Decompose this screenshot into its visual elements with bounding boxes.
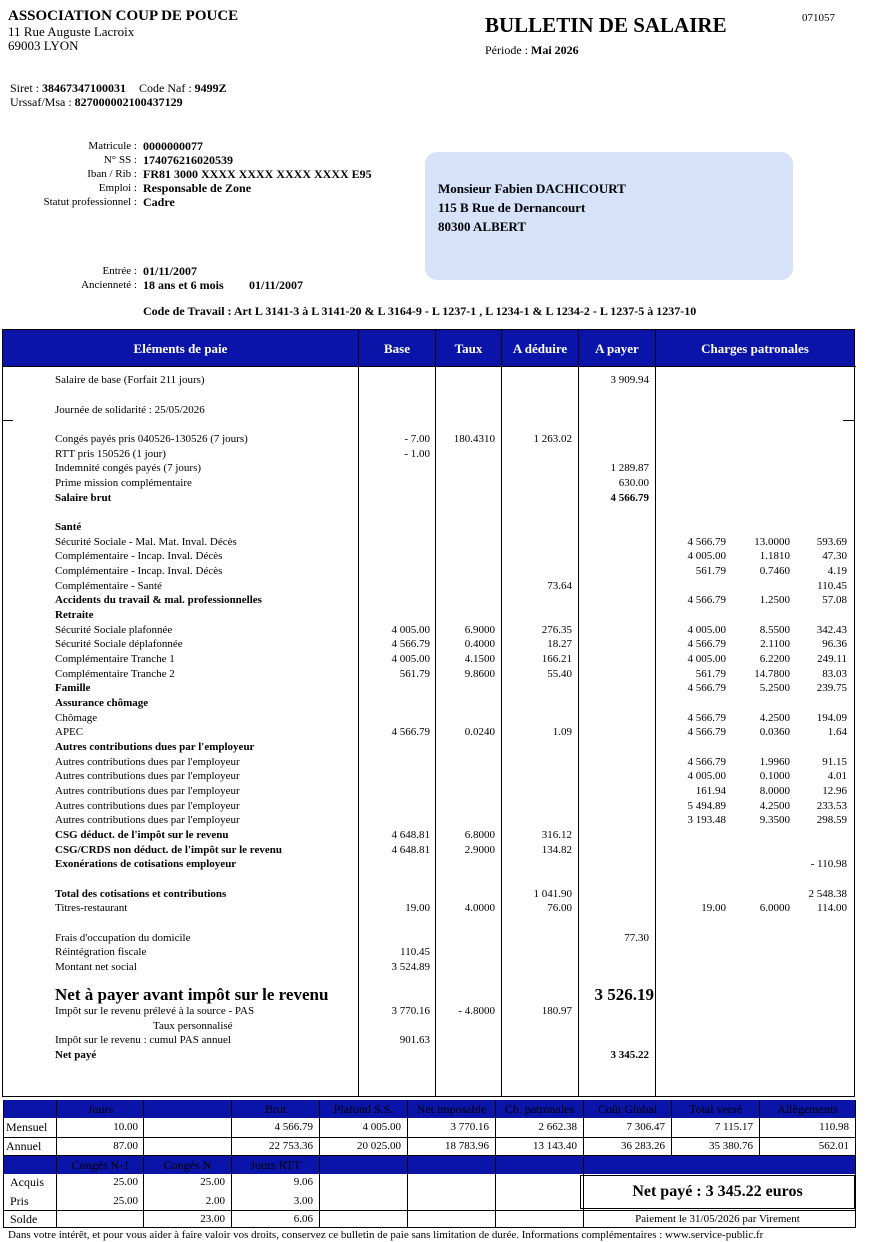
summary-row-label: Annuel: [6, 1139, 42, 1153]
row-ctaux-cell: 5.2500: [759, 682, 790, 694]
row-cbase-cell: 4 566.79: [687, 726, 726, 738]
row-base-cell: 4 648.81: [391, 844, 430, 856]
row-cbase-cell: 4 566.79: [687, 682, 726, 694]
row-ded-cell: 166.21: [541, 653, 572, 665]
row-label: Sécurité Sociale plafonnée: [55, 624, 173, 636]
net-paye-value: 3 345.22: [610, 1049, 649, 1061]
summary-mensuel-cell: 7 306.47: [626, 1121, 665, 1133]
row-label: Chômage: [55, 712, 98, 724]
conges-pris-cell: 2.00: [205, 1195, 225, 1207]
summary-header-cell: Jours: [87, 1102, 114, 1116]
row-label: Exonérations de cotisations employeur: [55, 858, 237, 870]
anciennete-date: 01/11/2007: [249, 278, 304, 292]
row-cmont-cell: 96.36: [822, 638, 847, 650]
cumul-pas-label: Impôt sur le revenu : cumul PAS annuel: [55, 1034, 231, 1046]
conges-pris-cell: 25.00: [113, 1195, 138, 1207]
naf-label: Code Naf :: [139, 81, 192, 95]
row-ctaux-cell: 1.9960: [759, 756, 790, 768]
row-ded-cell: 134.82: [541, 844, 572, 856]
summary-mensuel-cell: 2 662.38: [538, 1121, 577, 1133]
entree-value: 01/11/2007: [143, 264, 198, 278]
row-label: Prime mission complémentaire: [55, 477, 192, 489]
period-value: Mai 2026: [531, 43, 579, 57]
row-cmont-cell: 12.96: [822, 785, 847, 797]
row-ctaux-cell: 6.0000: [759, 902, 790, 914]
row-cmont-cell: 233.53: [816, 800, 847, 812]
row-cmont-cell: 342.43: [816, 624, 847, 636]
row-ctaux-cell: 13.0000: [754, 536, 790, 548]
document-title: BULLETIN DE SALAIRE: [485, 13, 727, 37]
row-cbase-cell: 4 566.79: [687, 536, 726, 548]
row-cmont-cell: 4.19: [827, 565, 847, 577]
anciennete-label: Ancienneté :: [81, 279, 137, 291]
row-pay-cell: 630.00: [618, 477, 649, 489]
urssaf-line: [10, 95, 183, 110]
document-number: 071057: [802, 12, 835, 24]
summary-header-cell: Allègements: [777, 1102, 838, 1116]
summary-annuel-cell: 35 380.76: [709, 1140, 753, 1152]
row-cbase-cell: 561.79: [695, 668, 726, 680]
row-cbase-cell: 4 566.79: [687, 638, 726, 650]
row-label: Titres-restaurant: [55, 902, 128, 914]
row-pay-cell: 4 566.79: [610, 492, 649, 504]
summary-mensuel-cell: 4 005.00: [362, 1121, 401, 1133]
summary-header-cell: Coût Global: [598, 1102, 657, 1116]
row-ded-cell: 276.35: [541, 624, 572, 636]
row-label: Autres contributions dues par l'employeur: [55, 741, 255, 753]
row-label: Congés payés pris 040526-130526 (7 jours): [55, 433, 248, 445]
row-taux-cell: 2.9000: [464, 844, 495, 856]
row-ctaux-cell: 0.0360: [759, 726, 790, 738]
row-cbase-cell: 4 566.79: [687, 712, 726, 724]
row-label: Assurance chômage: [55, 697, 149, 709]
conges-pris-cell: 3.00: [293, 1195, 313, 1207]
row-label: Montant net social: [55, 961, 137, 973]
matricule-label: Matricule :: [88, 140, 137, 152]
conges-row-label: Solde: [10, 1212, 38, 1226]
ss-value: 174076216020539: [143, 153, 233, 167]
row-ctaux-cell: 0.1000: [759, 770, 790, 782]
summary-annuel-cell: 20 025.00: [357, 1140, 401, 1152]
row-pay-cell: 3 909.94: [610, 374, 649, 386]
recipient-city: 80300 ALBERT: [438, 219, 527, 234]
row-base-cell: 4 566.79: [391, 638, 430, 650]
row-label: Total des cotisations et contributions: [55, 888, 227, 900]
row-cbase-cell: 161.94: [695, 785, 726, 797]
row-ctaux-cell: 8.5500: [759, 624, 790, 636]
row-taux-cell: 6.8000: [464, 829, 495, 841]
row-cbase-cell: 561.79: [695, 565, 726, 577]
matricule-value: 0000000077: [143, 139, 203, 153]
row-ctaux-cell: 0.7460: [759, 565, 790, 577]
row-ctaux-cell: 4.2500: [759, 800, 790, 812]
statut-value: Cadre: [143, 195, 175, 209]
company-address-line1: 11 Rue Auguste Lacroix: [8, 24, 135, 39]
header-taux: Taux: [454, 341, 483, 356]
footer-note: Dans votre intérêt, et pour vous aider à faire valoir vos droits, conservez ce bulletin de paie sans limitation de durée. Informations complémentaires : www.service-public.fr: [8, 1229, 764, 1241]
row-ctaux-cell: 2.1100: [760, 638, 790, 650]
summary-mensuel-cell: 4 566.79: [274, 1121, 313, 1133]
summary-mensuel-cell: 7 115.17: [714, 1121, 753, 1133]
summary-header-cell: Ch. patronales: [504, 1102, 575, 1116]
row-taux-cell: 0.0240: [464, 726, 495, 738]
row-label: Complémentaire - Incap. Inval. Décès: [55, 565, 223, 577]
row-label: Journée de solidarité : 25/05/2026: [55, 404, 205, 416]
code-travail: Code de Travail : Art L 3141-3 à L 3141-20 & L 3164-9 - L 1237-1 , L 1234-1 & L 1234-2 - L 1237-5 à 1237-10: [143, 304, 697, 318]
row-ctaux-cell: 9.3500: [759, 814, 790, 826]
row-label: Sécurité Sociale - Mal. Mat. Inval. Décès: [55, 536, 237, 548]
row-label: Complémentaire Tranche 1: [55, 653, 175, 665]
row-taux-cell: 0.4000: [464, 638, 495, 650]
row-base-cell: 561.79: [399, 668, 430, 680]
company-address-line2: 69003 LYON: [8, 38, 79, 53]
summary-annuel-cell: 13 143.40: [533, 1140, 577, 1152]
row-label: Autres contributions dues par l'employeur: [55, 756, 240, 768]
row-cmont-cell: 110.45: [817, 580, 847, 592]
emploi-label: Emploi :: [98, 182, 137, 194]
summary-annuel-cell: 87.00: [113, 1140, 138, 1152]
row-cmont-cell: - 110.98: [810, 858, 847, 870]
row-ded-cell: 73.64: [547, 580, 572, 592]
row-label: Salaire brut: [55, 492, 112, 504]
row-cmont-cell: 4.01: [827, 770, 847, 782]
conges-header-cell: Congés N: [163, 1158, 212, 1172]
summary-header-cell: Total versé: [689, 1102, 742, 1116]
conges-solde-cell: 23.00: [200, 1213, 225, 1225]
payment-note: Paiement le 31/05/2026 par Virement: [635, 1213, 800, 1225]
urssaf-label: Urssaf/Msa :: [10, 95, 72, 109]
row-ded-cell: 1 041.90: [533, 888, 572, 900]
row-cbase-cell: 4 005.00: [687, 550, 726, 562]
row-taux-cell: 6.9000: [464, 624, 495, 636]
iban-value: FR81 3000 XXXX XXXX XXXX XXXX E95: [143, 167, 372, 181]
row-ctaux-cell: 8.0000: [759, 785, 790, 797]
row-ded-cell: 18.27: [547, 638, 572, 650]
row-ded-cell: 1 263.02: [533, 433, 572, 445]
row-base-cell: 110.45: [400, 946, 430, 958]
company-name: ASSOCIATION COUP DE POUCE: [8, 8, 239, 24]
header-a-payer: A payer: [595, 341, 639, 356]
row-label: CSG déduct. de l'impôt sur le revenu: [55, 829, 229, 841]
header-elements: Eléments de paie: [133, 341, 228, 356]
net-avant-impot-label: Net à payer avant impôt sur le revenu: [55, 985, 329, 1004]
row-ctaux-cell: 6.2200: [759, 653, 790, 665]
row-cbase-cell: 4 005.00: [687, 653, 726, 665]
row-cbase-cell: 3 193.48: [687, 814, 726, 826]
row-taux-cell: 4.1500: [464, 653, 495, 665]
row-label: Autres contributions dues par l'employeur: [55, 770, 240, 782]
ss-label: N° SS :: [103, 154, 137, 166]
row-cmont-cell: 114.00: [817, 902, 847, 914]
row-label: Indemnité congés payés (7 jours): [55, 462, 202, 474]
period: [485, 43, 579, 58]
row-base-cell: 4 005.00: [391, 653, 430, 665]
row-base-cell: 4 648.81: [391, 829, 430, 841]
pas-taux: - 4.8000: [458, 1005, 495, 1017]
recipient-street: 115 B Rue de Dernancourt: [438, 200, 586, 215]
recipient-address-box: [425, 152, 793, 280]
row-label: Frais d'occupation du domicile: [55, 932, 191, 944]
row-label: Retraite: [55, 609, 94, 621]
row-label: Autres contributions dues par l'employeur: [55, 800, 240, 812]
cumul-pas-base: 901.63: [399, 1034, 430, 1046]
row-label: Sécurité Sociale déplafonnée: [55, 638, 183, 650]
row-taux-cell: 180.4310: [453, 433, 495, 445]
row-label: Accidents du travail & mal. professionnelles: [55, 594, 262, 606]
period-label: Période :: [485, 43, 528, 57]
emploi-value: Responsable de Zone: [143, 181, 252, 195]
row-cmont-cell: 249.11: [817, 653, 847, 665]
row-ctaux-cell: 1.2500: [759, 594, 790, 606]
row-ctaux-cell: 1.1810: [759, 550, 790, 562]
row-taux-cell: 9.8600: [464, 668, 495, 680]
header-charges-patronales: Charges patronales: [701, 341, 809, 356]
net-paye-box: [580, 1175, 855, 1209]
row-label: CSG/CRDS non déduct. de l'impôt sur le revenu: [55, 844, 282, 856]
row-cmont-cell: 83.03: [822, 668, 847, 680]
summary-header-cell: Plafond S.S.: [333, 1102, 394, 1116]
iban-label: Iban / Rib :: [87, 168, 137, 180]
row-label: Salaire de base (Forfait 211 jours): [55, 374, 205, 386]
row-cbase-cell: 4 566.79: [687, 594, 726, 606]
row-label: Santé: [55, 521, 82, 533]
row-ded-cell: 76.00: [547, 902, 572, 914]
row-cbase-cell: 4 005.00: [687, 770, 726, 782]
conges-header-cell: Congés N-1: [71, 1158, 130, 1172]
conges-acquis-cell: 9.06: [293, 1176, 313, 1188]
row-ded-cell: 1.09: [552, 726, 572, 738]
siret-value: 38467347100031: [42, 81, 126, 95]
row-label: Complémentaire Tranche 2: [55, 668, 175, 680]
row-cbase-cell: 5 494.89: [687, 800, 726, 812]
row-label: Autres contributions dues par l'employeur: [55, 814, 240, 826]
summary-mensuel-cell: 10.00: [113, 1121, 138, 1133]
row-cmont-cell: 1.64: [827, 726, 847, 738]
row-base-cell: 19.00: [405, 902, 430, 914]
row-label: Autres contributions dues par l'employeur: [55, 785, 240, 797]
anciennete-value: 18 ans et 6 mois: [143, 278, 224, 292]
urssaf-value: 827000002100437129: [74, 95, 183, 109]
summary-mensuel-cell: 3 770.16: [450, 1121, 489, 1133]
row-cmont-cell: 57.08: [822, 594, 847, 606]
row-pay-cell: 77.30: [624, 932, 649, 944]
row-ctaux-cell: 4.2500: [759, 712, 790, 724]
row-label: Réintégration fiscale: [55, 946, 147, 958]
row-base-cell: 4 566.79: [391, 726, 430, 738]
header-a-deduire: A déduire: [512, 341, 568, 356]
conges-header-cell: Jours RTT: [250, 1158, 301, 1172]
row-cmont-cell: 298.59: [816, 814, 847, 826]
row-base-cell: 3 524.89: [391, 961, 430, 973]
pas-base: 3 770.16: [391, 1005, 430, 1017]
row-cbase-cell: 19.00: [701, 902, 726, 914]
summary-annuel-cell: 562.01: [818, 1140, 849, 1152]
row-cmont-cell: 194.09: [816, 712, 847, 724]
conges-row-label: Acquis: [10, 1175, 44, 1189]
summary-annuel-cell: 22 753.36: [269, 1140, 313, 1152]
row-cmont-cell: 239.75: [816, 682, 847, 694]
statut-label: Statut professionnel :: [43, 196, 137, 208]
row-cmont-cell: 2 548.38: [808, 888, 847, 900]
recipient-name: Monsieur Fabien DACHICOURT: [438, 181, 626, 196]
row-base-cell: - 1.00: [404, 448, 430, 460]
row-ctaux-cell: 14.7800: [754, 668, 790, 680]
summary-header-cell: Brut: [264, 1102, 287, 1116]
row-cmont-cell: 47.30: [822, 550, 847, 562]
entree-label: Entrée :: [102, 265, 137, 277]
siret-line: [10, 81, 227, 96]
summary-row-label: Mensuel: [6, 1120, 48, 1134]
row-label: Famille: [55, 682, 91, 694]
row-ded-cell: 55.40: [547, 668, 572, 680]
row-taux-cell: 4.0000: [464, 902, 495, 914]
conges-solde-cell: 6.06: [293, 1213, 313, 1225]
summary-header-cell: Net imposable: [416, 1102, 487, 1116]
net-paye-big: Net payé : 3 345.22 euros: [632, 1183, 803, 1200]
row-pay-cell: 1 289.87: [610, 462, 649, 474]
summary-mensuel-cell: 110.98: [819, 1121, 849, 1133]
row-cmont-cell: 91.15: [822, 756, 847, 768]
row-label: Complémentaire - Santé: [55, 580, 162, 592]
net-paye-label: Net payé: [55, 1049, 97, 1061]
summary-annuel-cell: 36 283.26: [621, 1140, 665, 1152]
row-cbase-cell: 4 005.00: [687, 624, 726, 636]
row-base-cell: - 7.00: [404, 433, 430, 445]
row-ded-cell: 316.12: [541, 829, 572, 841]
pas-label: Impôt sur le revenu prélevé à la source - PAS: [55, 1005, 255, 1017]
row-label: APEC: [55, 726, 84, 738]
row-base-cell: 4 005.00: [391, 624, 430, 636]
header-base: Base: [384, 341, 410, 356]
conges-acquis-cell: 25.00: [200, 1176, 225, 1188]
summary-annuel-cell: 18 783.96: [445, 1140, 489, 1152]
row-cbase-cell: 4 566.79: [687, 756, 726, 768]
pas-deduction: 180.97: [541, 1005, 572, 1017]
conges-row-label: Pris: [10, 1194, 29, 1208]
row-label: Complémentaire - Incap. Inval. Décès: [55, 550, 223, 562]
row-label: RTT pris 150526 (1 jour): [55, 448, 166, 460]
conges-acquis-cell: 25.00: [113, 1176, 138, 1188]
siret-label: Siret :: [10, 81, 39, 95]
naf-value: 9499Z: [194, 81, 227, 95]
taux-personnalise: Taux personnalisé: [153, 1020, 233, 1032]
net-avant-impot-value: 3 526.19: [594, 985, 654, 1004]
row-cmont-cell: 593.69: [816, 536, 847, 548]
